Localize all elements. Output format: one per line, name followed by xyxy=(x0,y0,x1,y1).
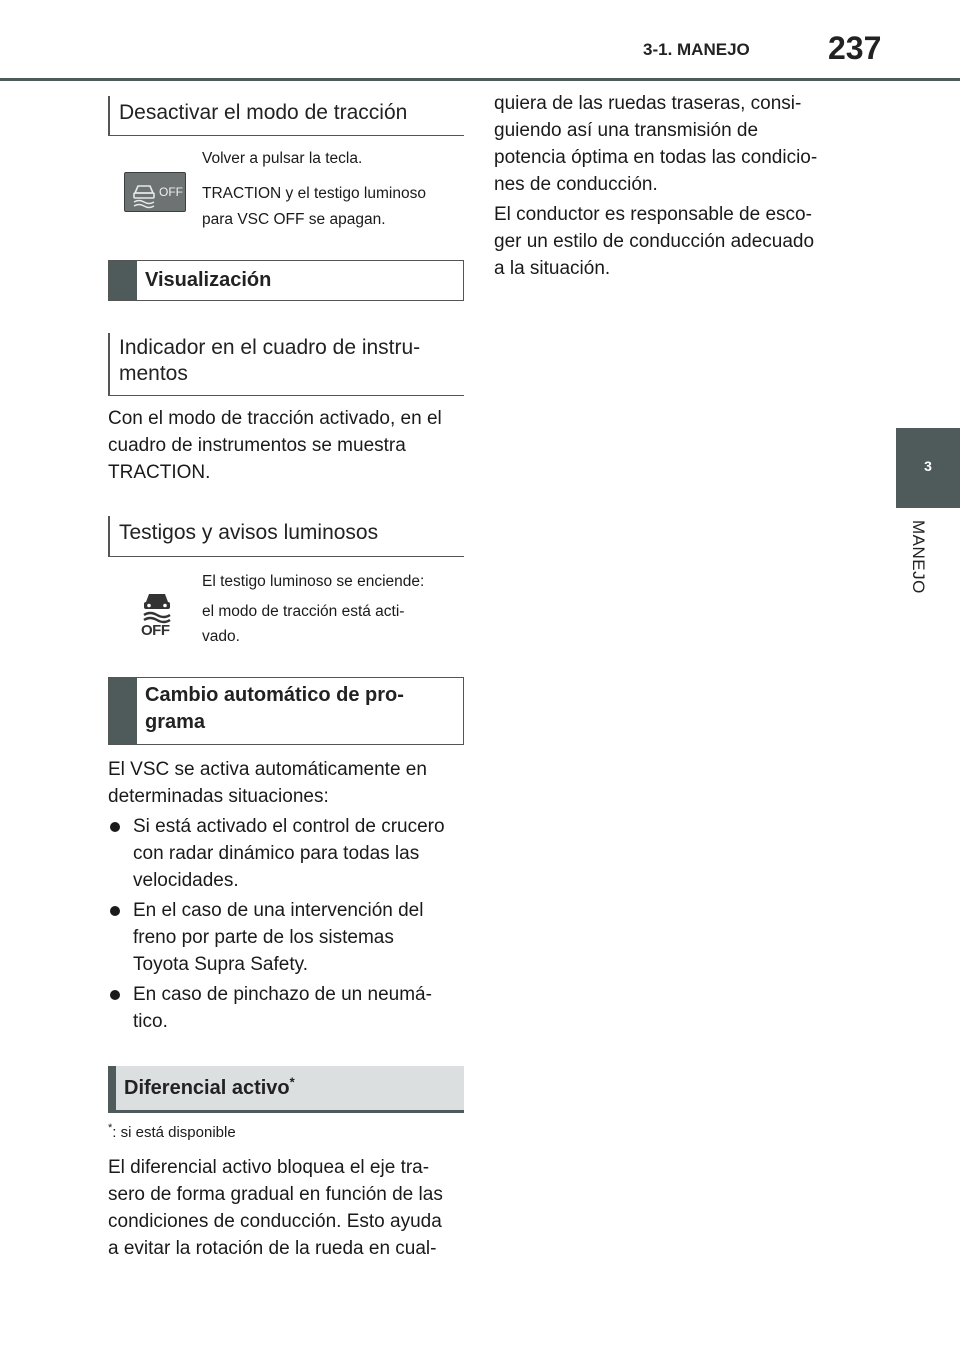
deactivate-line-1: Volver a pulsar la tecla. xyxy=(202,150,363,167)
list-item: Si está activado el control de crucero con radar dinámico para todas las velocidades. xyxy=(108,813,464,894)
paragraph-diferencial: El diferencial activo bloquea el eje tra- sero de forma gradual en función de las condiciones de conducción. Esto ayuda a evitar la rotación de la rueda en cual- xyxy=(108,1157,443,1259)
page-number: 237 xyxy=(828,30,882,66)
traction-warning-icon xyxy=(138,588,176,640)
availability-mark: * xyxy=(289,1074,295,1090)
section-diferencial-activo: Diferencial activo* xyxy=(108,1066,464,1113)
header-rule xyxy=(0,78,960,81)
warning-line-3: vado. xyxy=(202,628,240,645)
running-header-section: 3-1. MANEJO xyxy=(643,40,750,59)
deactivate-line-2b: para VSC OFF se apagan. xyxy=(202,211,386,228)
chapter-label: MANEJO xyxy=(909,520,928,594)
bullet-dot xyxy=(110,990,120,1000)
subheading-indicator: Indicador en el cuadro de instru- mentos xyxy=(108,333,464,396)
button-off-label: OFF xyxy=(159,185,183,199)
list-item: En caso de pinchazo de un neumá- tico. xyxy=(108,981,464,1035)
bullet-dot xyxy=(110,822,120,832)
warning-off-label: OFF xyxy=(141,622,170,639)
bullet-dot xyxy=(110,906,120,916)
section-visualizacion: Visualización xyxy=(108,260,464,301)
section-cambio-automatico: Cambio automático de pro- grama xyxy=(108,677,464,745)
chapter-number: 3 xyxy=(924,458,932,474)
section-bar xyxy=(108,1066,116,1110)
warning-line-2: el modo de tracción está acti- xyxy=(202,603,405,620)
paragraph-traction: Con el modo de tracción activado, en el cuadro de instrumentos se muestra TRACTION. xyxy=(108,408,442,483)
paragraph-right-driver: El conductor es responsable de esco- ger un estilo de conducción adecuado a la situación. xyxy=(494,204,815,279)
traction-button-icon xyxy=(124,172,186,212)
section-bar xyxy=(109,261,137,300)
footnote: *: si está disponible xyxy=(108,1122,236,1141)
subheading-deactivate: Desactivar el modo de tracción xyxy=(108,96,464,136)
section-bar xyxy=(109,678,137,744)
paragraph-right-continued: quiera de las ruedas traseras, consi- guiendo así una transmisión de potencia óptima en todas las condicio- nes de conducción. xyxy=(494,93,818,195)
warning-line-1: El testigo luminoso se enciende: xyxy=(202,573,425,590)
list-item: En el caso de una intervención del freno por parte de los sistemas Toyota Supra Safety. xyxy=(108,897,464,978)
deactivate-line-2a: TRACTION y el testigo luminoso xyxy=(202,185,426,202)
paragraph-vsc: El VSC se activa automáticamente en determinadas situaciones: xyxy=(108,759,427,807)
subheading-warning-lights: Testigos y avisos luminosos xyxy=(108,516,464,557)
